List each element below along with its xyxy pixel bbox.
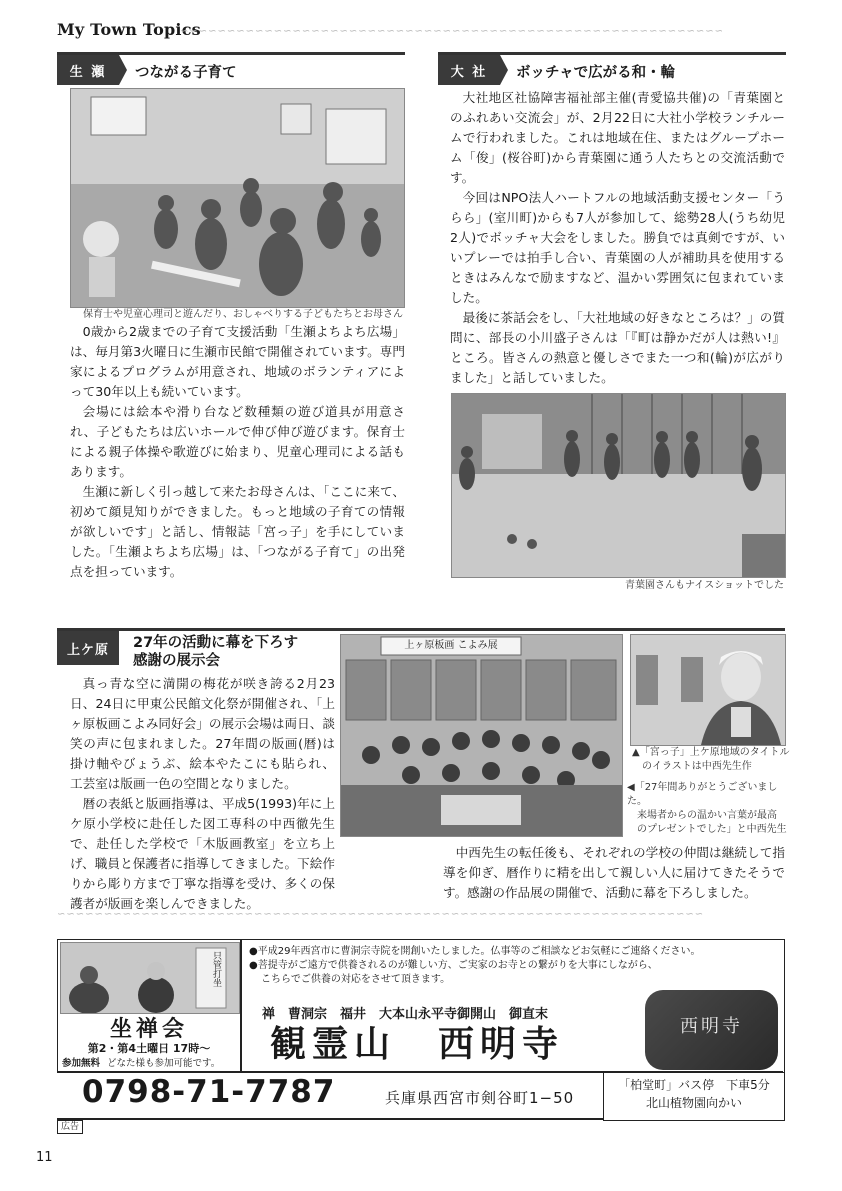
caption-nakanishi-quote <box>627 781 792 837</box>
caption-nakanishi-illustration-line: ▲「宮っ子」上ケ原地域のタイトル <box>632 747 790 758</box>
page-header-title: My Town Topics <box>57 20 201 39</box>
section-uegahara-paragraph: 真っ青な空に満開の梅花が咲き誇る2月23日、24日に甲東公民館文化祭が開催され、「上ヶ原板画こよみ同好会」の展示会場は両日、談笑の声に包まれました。27年間の版画(暦)は掛け軸やびょうぶ、絵本やたこにも貼られ、工芸室は版画一色の空間となりました。 <box>70 676 335 791</box>
ad-bottom-rule <box>57 1118 603 1120</box>
section-uegahara-paragraph-continued: 中西先生の転任後も、それぞれの学校の仲間は継続して指導を仰ぎ、暦作りに精を出して親しい人に届けてきたそうです。感謝の作品展の開催で、活動に幕を下ろしました。 <box>443 845 785 900</box>
section-namase-body <box>70 322 405 582</box>
section-taisha-paragraph: 大社地区社協障害福祉部主催(青愛協共催)の「青葉園とのふれあい交流会」が、2月22日に大社小学校ランチルームで行われました。これは地域在住、またはグループホーム「俊」(桜谷町)から青葉園に通う人たちとの交流活動です。 <box>450 90 785 185</box>
photo-boccia <box>451 393 786 578</box>
ad-divider-vertical <box>240 939 242 1071</box>
section-namase-paragraph: 0歳から2歳までの子育て支援活動「生瀬よちよち広場」は、毎月第3火曜日に生瀬市民館で開催されています。専門家によるプログラムが用意され、地域のボランティアによって30年以上も続いています。 <box>70 324 405 399</box>
ad-access-line: 北山植物園向かい <box>645 1096 742 1110</box>
section-uegahara-body-continued <box>443 843 785 903</box>
section-uegahara-tag: 上ケ原 <box>57 631 119 665</box>
section-namase-tag: 生 瀬 <box>57 55 119 85</box>
page-number: 11 <box>36 1150 53 1165</box>
section-taisha-paragraph: 今回はNPO法人ハートフルの地域活動支援センター「うらら」(室川町)からも7人が参加して、総勢28人(うち幼児2人)でボッチャ大会をしました。勝負では真剣ですが、いいプレーでは拍手し合い、青葉園の人が補助具を使用するときはみんなで励ますなど、温かい雰囲気に包まれていました。 <box>450 190 785 305</box>
photo-boccia-caption: 青葉園さんもナイスショットでした <box>625 580 784 591</box>
section-namase-paragraph: 生瀬に新しく引っ越して来たお母さんは、「ここに来て、初めて顔見知りができました。もっと地域の子育ての情報が欲しいです」と話し、情報誌「宮っ子」を手にしていました。「生瀬よちよち広場」は、「つながる子育て」の出発点を担っています。 <box>70 484 405 579</box>
photo-childcare <box>70 88 405 308</box>
ad-access-line: 「柏堂町」バス停 下車5分 <box>618 1078 770 1092</box>
ad-zazen-note: どなた様も参加可能です。 <box>107 1058 221 1069</box>
section-taisha-bar <box>438 52 786 85</box>
ad-notice: ●平成29年西宮市に曹洞宗寺院を開創いたしました。仏事等のご相談などお気軽にご連絡ください。 <box>249 946 701 957</box>
exhibition-banner-text: 上ヶ原板画 こよみ展 <box>404 640 498 651</box>
ad-temple-stone <box>645 990 778 1070</box>
ad-sect-line: 禅 曹洞宗 福井 大本山永平寺御開山 御直末 <box>262 1007 549 1022</box>
section-uegahara-paragraph: 暦の表紙と版画指導は、平成5(1993)年に上ケ原小学校に赴任した図工専科の中西徹先生で、赴任した学校で「木版画教室」を立ち上げ、職員と保護者に指導してきました。下絵作りから彫り方まで丁寧な指導を受け、多くの保護者が版画を楽しんできました。 <box>70 796 335 911</box>
bottom-wave-divider: ∽∽∽∽∽∽∽∽∽∽∽∽∽∽∽∽∽∽∽∽∽∽∽∽∽∽∽∽∽∽∽∽∽∽∽∽∽∽∽∽∽∽∽∽∽∽∽∽∽∽∽∽∽∽∽∽∽∽∽∽∽∽∽∽∽∽∽∽∽ <box>57 909 705 920</box>
ad-phone-number: 0798-71-7787 <box>82 1074 336 1110</box>
ad-zazen-free-row <box>62 1055 240 1069</box>
section-namase-title: つながる子育て <box>135 65 237 81</box>
section-taisha-paragraph: 最後に茶話会をし、「大社地域の好きなところは？」の質問に、部長の小川盛子さんは「『町は静かだが人は熱い!』ところ。皆さんの熱意と優しさでまた一つ和(輪)が広がりました」と話していました。 <box>450 310 785 385</box>
section-namase-paragraph: 会場には絵本や滑り台など数種類の遊び道具が用意され、子どもたちは広いホールで伸び伸び遊びます。保育士による親子体操や歌遊びに始まり、児童心理司による話もあります。 <box>70 404 405 479</box>
section-uegahara-title-line2: 感謝の展示会 <box>133 653 220 669</box>
section-taisha-body <box>450 88 785 388</box>
ad-notice: こちらでご供養の対応をさせて頂きます。 <box>261 974 451 985</box>
ad-notices <box>249 945 779 987</box>
section-taisha-title: ボッチャで広がる和・輪 <box>516 65 676 81</box>
section-namase-bar <box>57 52 405 85</box>
header-wave-divider: ∽∽∽∽∽∽∽∽∽∽∽∽∽∽∽∽∽∽∽∽∽∽∽∽∽∽∽∽∽∽∽∽∽∽∽∽∽∽∽∽∽∽∽∽∽∽∽∽∽∽∽∽∽∽∽∽∽∽ <box>180 26 724 37</box>
ad-zazen-photo-sign: 只管打坐 <box>211 951 221 987</box>
ad-zazen-photo <box>60 942 240 1014</box>
ad-address: 兵庫県西宮市剣谷町1−50 <box>385 1089 575 1107</box>
caption-nakanishi-illustration-line: のイラストは中西先生作 <box>642 761 752 772</box>
ad-temple-name: 観霊山 西明寺 <box>270 1023 565 1065</box>
section-uegahara-title-line1: 27年の活動に幕を下ろす <box>133 635 299 651</box>
section-uegahara-body <box>70 674 335 914</box>
section-uegahara-rule <box>57 628 785 631</box>
photo-childcare-caption: 保育士や児童心理司と遊んだり、おしゃべりする子どもたちとお母さん <box>83 309 403 320</box>
ad-access-box <box>603 1072 785 1121</box>
caption-nakanishi-illustration <box>632 746 792 774</box>
section-taisha-tag: 大 社 <box>438 55 500 85</box>
ad-label: 広告 <box>57 1120 83 1134</box>
ad-notice: ●菩提寺がご遠方で供養されるのが難しい方、ご実家のお寺との繋がりを大事にしながら、 <box>249 960 658 971</box>
photo-nakanishi-sensei <box>630 634 786 746</box>
photo-exhibition-group <box>340 634 623 837</box>
caption-nakanishi-quote-line: 来場者からの温かい言葉が最高 <box>637 810 777 821</box>
caption-nakanishi-quote-line: ◀「27年間ありがとうございました。 <box>627 782 778 807</box>
ad-zazen-free: 参加無料 <box>62 1058 101 1069</box>
caption-nakanishi-quote-line: のプレゼントでした」と中西先生 <box>637 824 787 835</box>
ad-temple-stone-text: 西明寺 <box>680 1016 743 1037</box>
ad-zazen-title: 坐禅会 <box>109 1017 188 1042</box>
ad-zazen-schedule: 第2・第4土曜日 17時〜 <box>87 1042 211 1055</box>
section-uegahara-title <box>133 634 298 670</box>
